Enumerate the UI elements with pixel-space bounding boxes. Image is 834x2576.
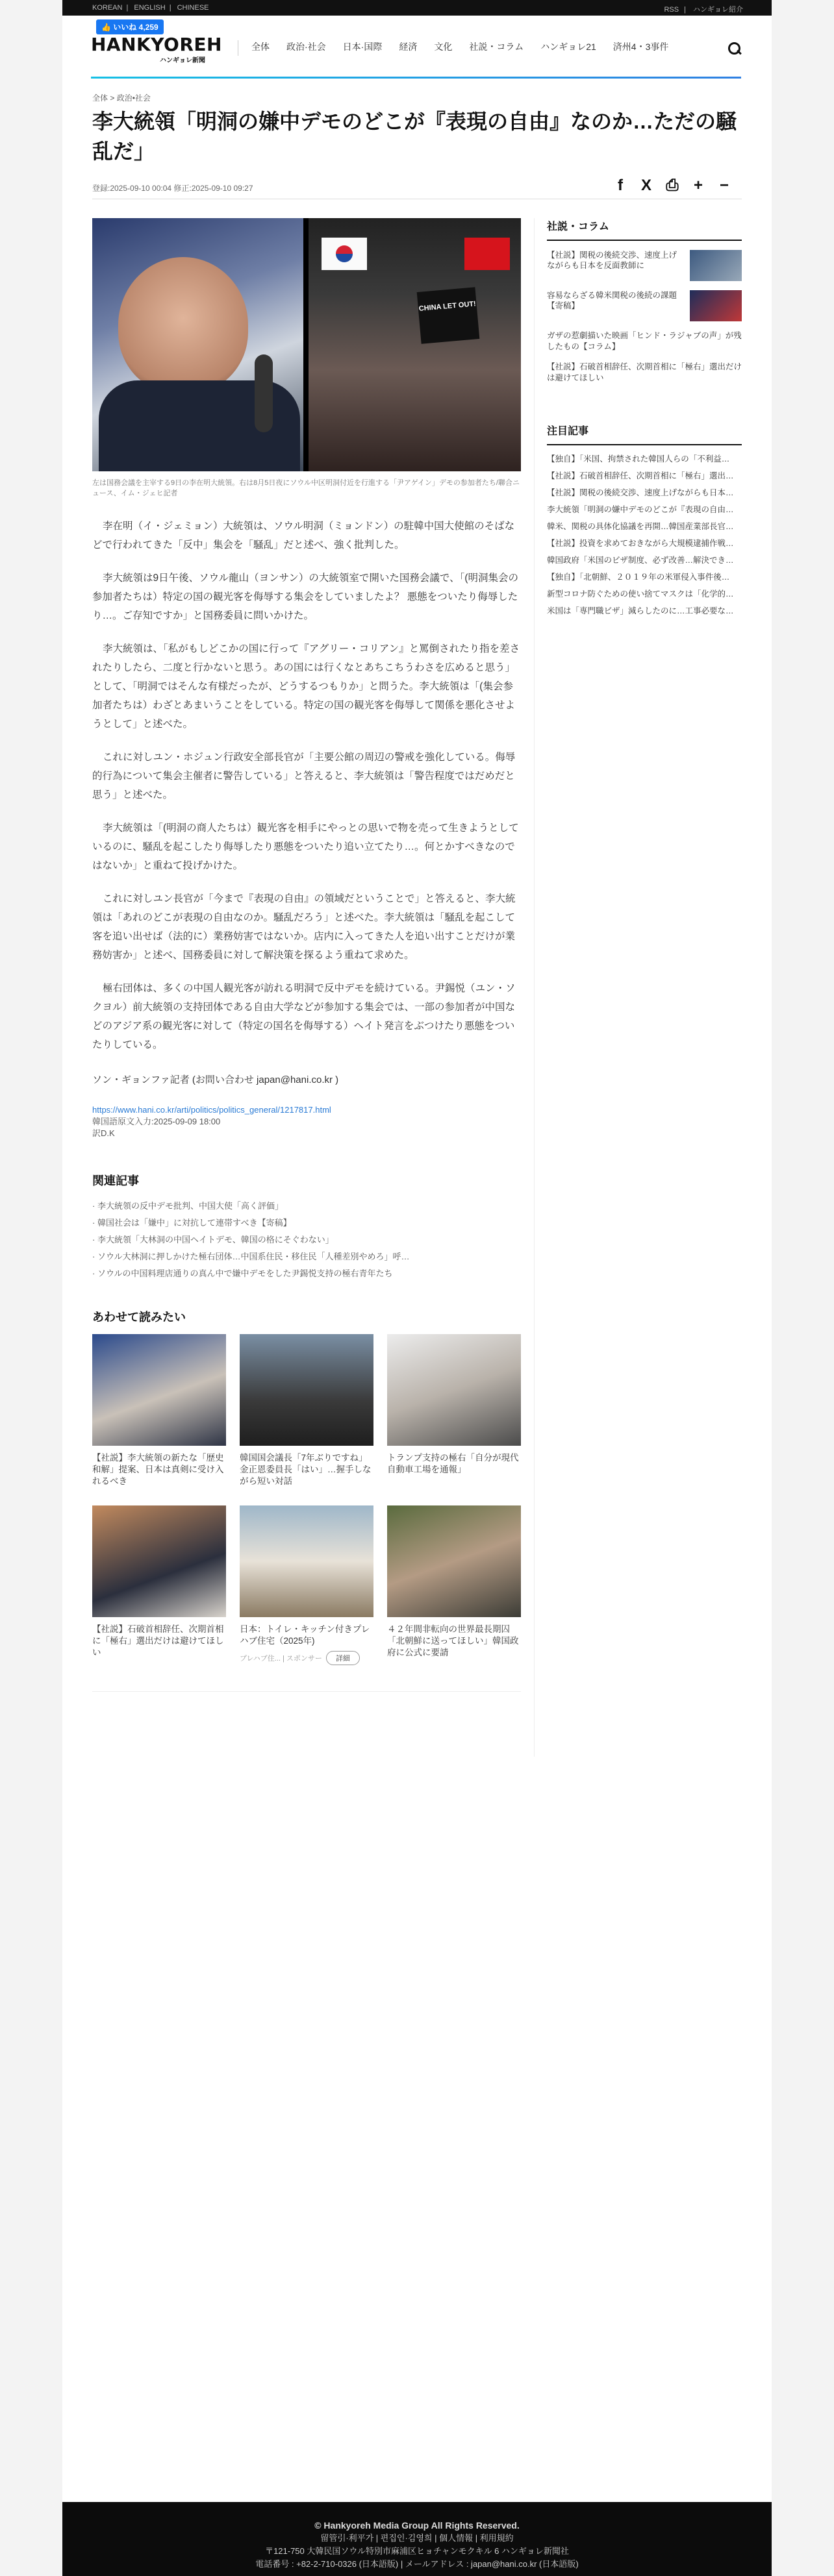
related-item[interactable]: · 李大統領の反中デモ批判、中国大使「高く評価」 (92, 1201, 283, 1211)
sidebar-column-heading[interactable]: 社説・コラム (547, 218, 742, 241)
site-logo[interactable]: HANKYOREH (91, 34, 222, 55)
popular-item[interactable]: 米国は「専門職ビザ」減らしたのに…工事必要な… (547, 606, 734, 615)
sidebar-column-item[interactable] (547, 250, 742, 281)
search-icon[interactable] (727, 42, 742, 56)
related-articles (92, 1172, 521, 1282)
article-paragraph: 李在明（イ・ジェミョン）大統領は、ソウル明洞（ミョンドン）の駐韓中国大使館のそばなどで行われてきた「反中」集会を「騒乱」だと述べ、強く批判した。 (92, 521, 515, 551)
also-read-card[interactable] (92, 1334, 226, 1487)
article-paragraph: 極右団体は、多くの中国人観光客が訪れる明洞で反中デモを続けている。尹錫悦（ユン・ソクヨル）前大統領の支持団体である自由大学などが参加する集会では、一部の参加者が中国などのアジア系の観光客に対して（特定の国名を侮辱する）ヘイト発言をぶつけたり悪態をついたりしている。 (92, 983, 516, 1050)
article-paragraph: 李大統領は9日午後、ソウル龍山（ヨンサン）の大統領室で開いた国務会議で、「(明洞集会の参加者たちは）特定の国の観光客を侮辱する集会をしていましたよ？ 悪態をついたり侮辱したり…。ご存知ですか」と国務委員に問いかけた。 (92, 573, 518, 621)
rss-link[interactable]: RSS (664, 6, 679, 14)
source-link[interactable]: https://www.hani.co.kr/arti/politics/politics_general/1217817.html (92, 1105, 331, 1115)
nav-item-all[interactable]: 全体 (251, 42, 270, 52)
site-logo-sub: ハンギョレ新聞 (160, 57, 205, 64)
facebook-like-button[interactable] (96, 19, 164, 34)
nav-item-hankyoreh21[interactable]: ハンギョレ21 (540, 42, 596, 52)
footer-links[interactable]: 留管引·利平가 | 편집인·김영희 | 個人情報 | 利用規約 (320, 2533, 514, 2543)
article-photo (92, 218, 521, 471)
popular-articles (547, 423, 742, 619)
lang-english-link[interactable]: ENGLISH (134, 4, 166, 12)
popular-item[interactable]: 【社説】関税の後続交渉、速度上げながらも日本… (547, 488, 734, 497)
card-title[interactable]: 【社説】李大統領の新たな「歴史和解」提案、日本は真剣に受け入れるべき (92, 1453, 224, 1486)
breadcrumb: 全体 > 政治•社会 (92, 93, 151, 103)
lang-korean-link[interactable]: KOREAN (92, 4, 123, 12)
photo-caption: 左は国務会議を主宰する9日の李在明大統領。右は8月5日夜にソウル中区明洞付近を行進する「尹アゲイン」デモの参加者たち/聯合ニュース、イム・ジェヒ記者 (92, 479, 520, 497)
also-read-card[interactable] (240, 1334, 373, 1487)
sidebar-column-thumb (690, 250, 742, 281)
nav-item-international[interactable]: 日本·国際 (342, 42, 383, 52)
font-decrease-icon[interactable]: − (719, 177, 729, 194)
source-date: 韓国語原文入力:2025-09-09 18:00 (92, 1117, 221, 1126)
content-end-divider (92, 1691, 521, 1692)
card-image (92, 1505, 226, 1617)
print-icon[interactable]: ⎙ (666, 177, 679, 194)
related-item[interactable]: · 李大統領「大林洞の中国ヘイトデモ、韓国の格にそぐわない」 (92, 1235, 334, 1245)
nav-divider (91, 77, 741, 79)
photo-president (92, 218, 303, 471)
card-image (92, 1334, 226, 1446)
sidebar-column-item[interactable] (547, 290, 742, 321)
footer-contact: 電話番号 : +82-2-710-0326 (日本語版) | メールアドレス : japan@hani.co.kr (日本語版) (255, 2559, 579, 2569)
article-meta: 登録:2025-09-10 00:04 修正:2025-09-10 09:27 (92, 184, 253, 193)
protest-sign: CHINA LET OUT! (417, 287, 480, 344)
card-title[interactable]: ４２年間非転向の世界最長期囚「北朝鮮に送ってほしい」韓国政府に公式に要請 (387, 1624, 519, 1657)
page (62, 16, 772, 2576)
card-title[interactable]: 韓国国会議長「7年ぶりですね」金正恩委員長「はい」…握手しながら短い対話 (240, 1453, 372, 1486)
popular-heading: 注目記事 (547, 423, 742, 445)
photo-protest (309, 218, 521, 471)
popular-item[interactable]: 韓国政府「米国のビザ制度、必ず改善…解決でき… (547, 556, 734, 565)
related-item[interactable]: · 韓国社会は「嫌中」に対抗して連帯すべき【寄稿】 (92, 1218, 292, 1228)
chinese-flag (464, 238, 510, 270)
popular-item[interactable]: 【独自】「米国、拘禁された韓国人らの「不利益… (547, 454, 730, 464)
card-title[interactable]: トランプ支持の極右「自分が現代自動車工場を通報」 (387, 1453, 519, 1474)
column-divider (534, 218, 535, 1757)
popular-item[interactable]: 【社説】投資を求めておきながら大規模逮捕作戦… (547, 539, 734, 548)
card-image (387, 1334, 521, 1446)
main-nav (238, 40, 668, 56)
source-info (92, 1104, 521, 1139)
also-read-card[interactable] (92, 1505, 226, 1665)
sponsored-row (240, 1651, 373, 1665)
nav-item-culture[interactable]: 文化 (434, 42, 453, 52)
sponsor-label: プレハブ住... | スポンサー (240, 1655, 322, 1663)
share-tools (612, 177, 733, 195)
card-title[interactable]: 【社説】石破首相辞任、次期首相に「極右」選出だけは避けてほしい (92, 1624, 224, 1657)
sidebar (547, 218, 742, 619)
also-read-heading: あわせて読みたい (92, 1311, 186, 1324)
details-button[interactable]: 詳細 (326, 1651, 360, 1665)
footer-address: 〒121-750 大韓民国ソウル特別市麻浦区ヒョチャンモクキル 6 ハンギョレ新聞社 (265, 2546, 569, 2556)
top-links: RSS | ハンギョレ紹介 (664, 6, 743, 14)
sidebar-column-title[interactable]: 容易ならざる韓米関税の後続の課題【寄稿】 (547, 291, 677, 310)
byline: ソン・ギョンファ記者 (お問い合わせ japan@hani.co.kr ) (92, 1074, 339, 1085)
article-paragraph: 李大統領は、「私がもしどこかの国に行って『アグリー・コリアン』と罵倒されたり指を差されたりしたら、二度と行かないと思う。あの国には行くなとあちこちうわさを広めると思う」として、「明洞ではそんな有様だったが、どうするつもりか」と問うた。李大統領は「(集会参加者たちは）わざとあまいうことをしている。特定の国の観光客を侮辱して関係を悪化させようとして」と述べた。 (92, 643, 520, 730)
also-read (92, 1308, 521, 1665)
language-links: KOREAN | ENGLISH | CHINESE (92, 4, 209, 12)
sidebar-column-text[interactable]: ガザの惹劇描いた映画「ヒンド・ラジャブの声」が残したもの【コラム】 (547, 331, 742, 351)
lang-chinese-link[interactable]: CHINESE (177, 4, 209, 12)
related-item[interactable]: · ソウル大林洞に押しかけた極右団体…中国系住民・移住民「人種差別やめろ」呼… (92, 1252, 410, 1261)
popular-item[interactable]: 李大統領「明洞の嫌中デモのどこが『表現の自由… (547, 505, 734, 514)
top-bar-inner (62, 0, 772, 16)
card-image (240, 1505, 373, 1617)
korean-flag (322, 238, 367, 270)
thumbs-up-icon: 👍 (101, 23, 111, 32)
facebook-icon[interactable]: f (618, 177, 623, 194)
article-paragraph: これに対しユン長官が「今まで『表現の自由』の領域だということで」と答えると、李大統領は「あれのどこが表現の自由なのか。騒乱だろう」と述べた。李大統領は「騒乱を起こして客を追い出せば（法的に）業務妨害ではないか。店内に入ってきた人を追い出すことだけが業務妨害か」と述べ、国務委員に対して解決策を探るよう重ねて求めた。 (92, 893, 516, 961)
also-read-card[interactable] (240, 1505, 373, 1665)
related-heading: 関連記事 (92, 1174, 139, 1187)
card-title[interactable]: 日本：トイレ・キッチン付きプレハブ住宅（2025年) (240, 1624, 370, 1646)
nav-item-jeju43[interactable]: 済州4・3事件 (613, 42, 669, 52)
breadcrumb-all[interactable]: 全体 (92, 93, 108, 103)
footer (62, 2502, 772, 2576)
sidebar-column-thumb (690, 290, 742, 321)
top-bar (0, 0, 834, 16)
about-link[interactable]: ハンギョレ紹介 (693, 6, 743, 14)
article-title: 李大統領「明洞の嫌中デモのどこが『表現の自由』なのか…ただの騒乱だ」 (92, 110, 737, 163)
nav-item-politics[interactable]: 政治·社会 (286, 42, 326, 52)
popular-item[interactable]: 【独自】「北朝鮮、２０１９年の米軍侵入事件後… (547, 573, 730, 582)
popular-item[interactable]: 新型コロナ防ぐための使い捨てマスクは「化学的… (547, 589, 734, 599)
sidebar-column-text[interactable]: 【社説】石破首相辞任、次期首相に「極右」選出だけは避けてほしい (547, 362, 742, 382)
like-count: 4,259 (138, 23, 158, 32)
sidebar-column-title[interactable]: 【社説】関税の後続交渉、速度上げながらも日本を反面教師に (547, 251, 677, 270)
popular-item[interactable]: 【社説】石破首相辞任、次期首相に「極右」選出… (547, 471, 734, 480)
popular-item[interactable]: 韓米、関税の具体化協議を再開…韓国産業部長官… (547, 522, 734, 531)
article-paragraph: 李大統領は「(明洞の商人たちは）観光客を相手にやっとの思いで物を売って生きようとしているのに、騒乱を起こしたり侮辱したり悪態をついたり追い立てたり…。何とかすべきなのではないか」と重ねて投げかけた。 (92, 823, 519, 871)
x-icon[interactable]: X (640, 177, 651, 194)
footer-copyright: © Hankyoreh Media Group All Rights Reserved. (314, 2520, 520, 2531)
nav-item-editorial[interactable]: 社説・コラム (469, 42, 524, 52)
also-read-card[interactable] (387, 1334, 521, 1487)
card-image (387, 1505, 521, 1617)
breadcrumb-section[interactable]: 政治•社会 (116, 93, 151, 103)
font-increase-icon[interactable]: + (693, 177, 703, 194)
related-item[interactable]: · ソウルの中国料理店通りの真ん中で嫌中デモをした尹錫悦支持の極右青年たち (92, 1269, 393, 1278)
card-image (240, 1334, 373, 1446)
article-body (92, 218, 521, 1692)
nav-item-economy[interactable]: 経済 (399, 42, 418, 52)
also-read-cards (92, 1334, 521, 1665)
like-label: いいね (113, 23, 137, 32)
translator: 訳D.K (92, 1128, 115, 1138)
also-read-card[interactable] (387, 1505, 521, 1665)
article-paragraph: これに対しユン・ホジュン行政安全部長官が「主要公館の周辺の警戒を強化している。侮辱的行為について集会主催者に警告している」と答えると、李大統領は「警告程度ではだめだと思う」と述べた。 (92, 752, 516, 800)
